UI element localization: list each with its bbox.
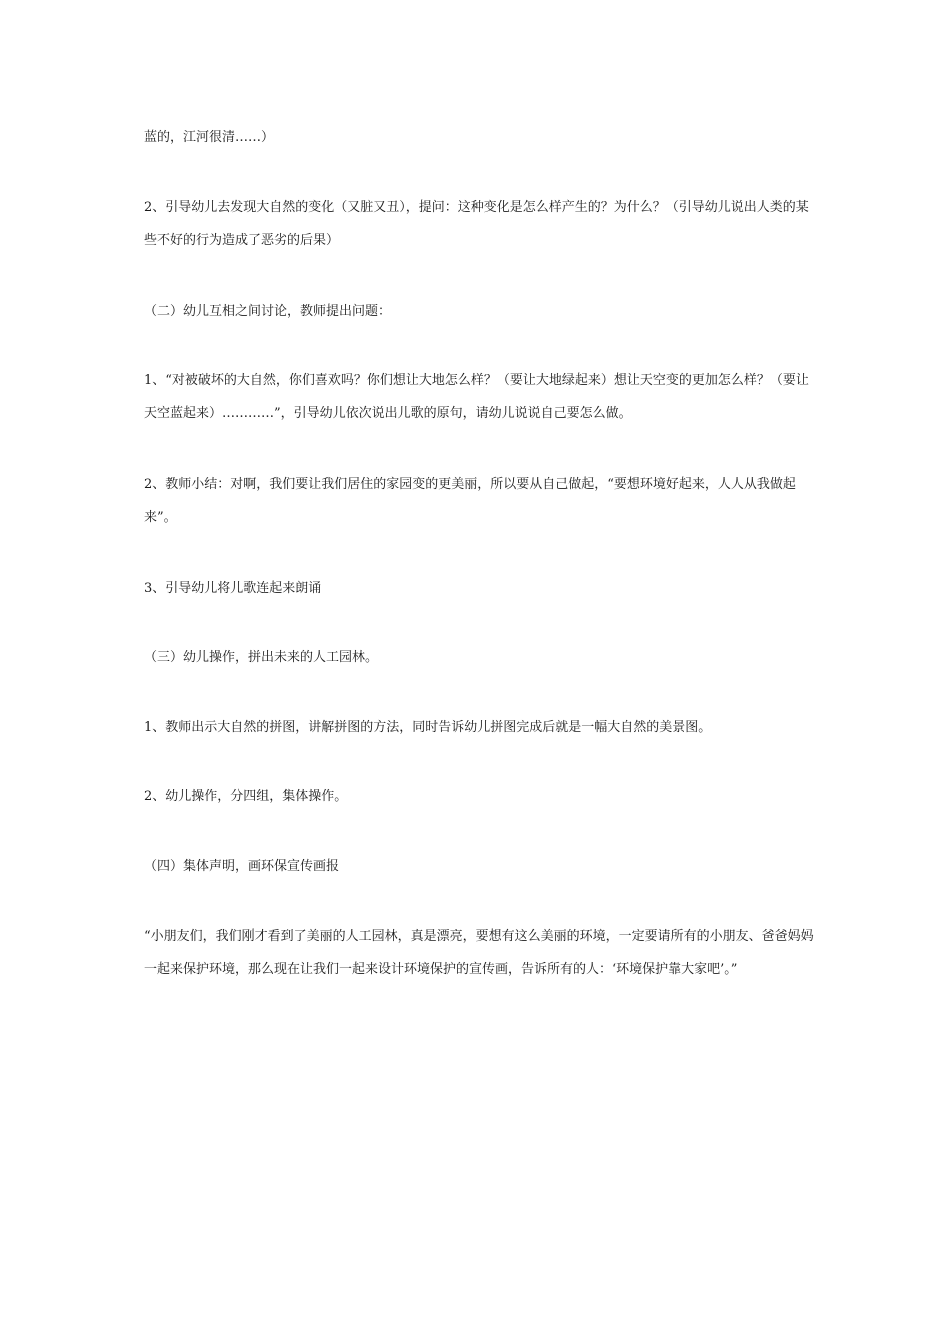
paragraph-step-2-discover-changes: 2、引导幼儿去发现大自然的变化（又脏又丑），提问：这种变化是怎么样产生的？为什么？（引导幼儿说出人类的某些不好的行为造成了恶劣的后果） <box>144 200 809 248</box>
paragraph-step-1-puzzle: 1、教师出示大自然的拼图，讲解拼图的方法，同时告诉幼儿拼图完成后就是一幅大自然的美景图。 <box>144 720 712 735</box>
section-heading-2: （二）幼儿互相之间讨论，教师提出问题： <box>144 304 392 319</box>
section-heading-3: （三）幼儿操作，拼出未来的人工园林。 <box>144 650 379 665</box>
paragraph-closing-quote: “小朋友们，我们刚才看到了美丽的人工园林，真是漂亮，要想有这么美丽的环境，一定要请所有的小朋友、爸爸妈妈一起来保护环境，那么现在让我们一起来设计环境保护的宣传画，告诉所有的人：‘环境保护靠大家吧’。” <box>144 929 814 977</box>
paragraph-step-2-summary: 2、教师小结：对啊，我们要让我们居住的家园变的更美丽，所以要从自己做起，“要想环境好起来，人人从我做起来”。 <box>144 477 796 525</box>
paragraph-step-2-operation: 2、幼儿操作，分四组，集体操作。 <box>144 789 348 804</box>
paragraph-step-3-recite: 3、引导幼儿将儿歌连起来朗诵 <box>144 581 322 596</box>
paragraph-continuation: 蓝的，江河很清……） <box>144 130 275 145</box>
section-heading-4: （四）集体声明，画环保宣传画报 <box>144 859 340 874</box>
paragraph-step-1-questions: 1、“对被破坏的大自然，你们喜欢吗？你们想让大地怎么样？（要让大地绿起来）想让天空变的更加怎么样？（要让天空蓝起来）…………”，引导幼儿依次说出儿歌的原句，请幼儿说说自己要怎么做。 <box>144 373 809 421</box>
